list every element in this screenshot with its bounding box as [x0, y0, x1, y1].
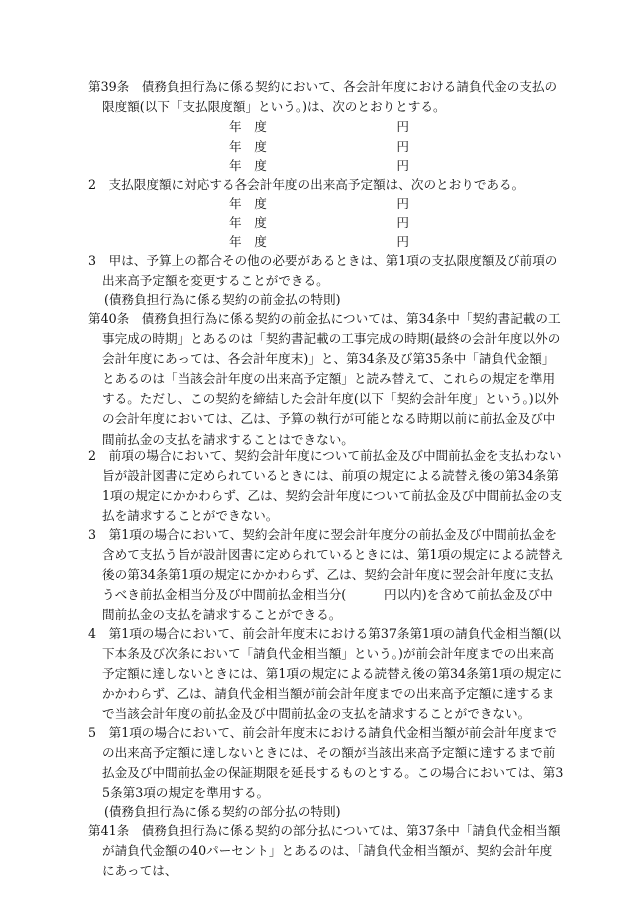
yen-label: 円 — [396, 119, 409, 134]
article-40-paragraph-5: 5 第1項の場合において、前会計年度末における請負代金相当額が前会計年度までの出来高予定額に達しないときには、その額が当該出来高予定額に達するまで前払金及び中間前払金の保証期限を延長するものとする。この場合においては、第35条第3項の規定を準用する。 — [88, 725, 564, 801]
article-40-paragraph-1: 第40条 債務負担行為に係る契約の前金払については、第34条中「契約書記載の工事完成の時期」とあるのは「契約書記載の工事完成の時期(最終の会計年度以外の会計年度にあっては、各会計年度末)」と、第34条及び第35条中「請負代金額」とあるのは「当該会計年度の出来高予定額」と読み替えて、これらの規定を準用する。ただし、この契約を締結した会計年度(以下「契約会計年度」という。)以外の会計年度においては、乙は、予算の執行が可能となる時期以前に前払金及び中間前払金の支払を請求することはできない。 — [88, 311, 561, 447]
year-row — [229, 213, 409, 233]
article-39-paragraph-3: 3 甲は、予算上の都合その他の必要があるときは、第1項の支払限度額及び前項の出来高予定額を変更することができる。 — [88, 253, 558, 289]
article-39-paragraph-2: 2 支払限度額に対応する各会計年度の出来高予定額は、次のとおりである。 — [88, 177, 525, 192]
article-40-caption: (債務負担行為に係る契約の前金払の特則) — [104, 292, 341, 307]
article-39-paragraph-1: 第39条 債務負担行為に係る契約において、各会計年度における請負代金の支払の限度額(以下「支払限度額」という。)は、次のとおりとする。 — [88, 79, 558, 115]
year-label: 年 度 — [229, 215, 267, 230]
yen-label: 円 — [396, 215, 409, 230]
year-row — [229, 232, 409, 252]
yen-label: 円 — [396, 234, 409, 249]
article-41-paragraph-1: 第41条 債務負担行為に係る契約の部分払については、第37条中「請負代金相当額が請負代金額の40パーセント」とあるのは、「請負代金相当額が、契約会計年度にあっては、 — [88, 823, 561, 879]
yen-label: 円 — [396, 139, 409, 154]
yen-label: 円 — [396, 196, 409, 211]
year-row — [229, 194, 409, 214]
year-label: 年 度 — [229, 234, 267, 249]
year-row — [229, 137, 409, 157]
article-40-paragraph-4: 4 第1項の場合において、前会計年度末における第37条第1項の請負代金相当額(以下本条及び次条において「請負代金相当額」という。)が前会計年度までの出来高予定額に達しないときには、第1項の規定による読替え後の第34条第1項の規定にかかわらず、乙は、請負代金相当額が前会計年度までの出来高予定額に達するまで当該会計年度の前払金及び中間前払金の支払を請求することができない。 — [88, 626, 563, 722]
article-41-caption: (債務負担行為に係る契約の部分払の特則) — [104, 804, 341, 819]
year-row — [229, 156, 409, 176]
year-label: 年 度 — [229, 119, 267, 134]
year-label: 年 度 — [229, 158, 267, 173]
year-label: 年 度 — [229, 196, 267, 211]
article-40-paragraph-2: 2 前項の場合において、契約会計年度について前払金及び中間前払金を支払わない旨が設計図書に定められているときには、前項の規定による読替え後の第34条第1項の規定にかかわらず、乙は、契約会計年度について前払金及び中間前払金の支払を請求することができない。 — [88, 448, 563, 524]
year-label: 年 度 — [229, 139, 267, 154]
article-40-paragraph-3: 3 第1項の場合において、契約会計年度に翌会計年度分の前払金及び中間前払金を含めて支払う旨が設計図書に定められているときには、第1項の規定による読替え後の第34条第1項の規定にかかわらず、乙は、契約会計年度に翌会計年度に支払うべき前払金相当分及び中間前払金相当分( 円以内)を含めて前払金及び中間前払金の支払を請求することができる。 — [88, 527, 564, 623]
yen-label: 円 — [396, 158, 409, 173]
year-row — [229, 117, 409, 137]
